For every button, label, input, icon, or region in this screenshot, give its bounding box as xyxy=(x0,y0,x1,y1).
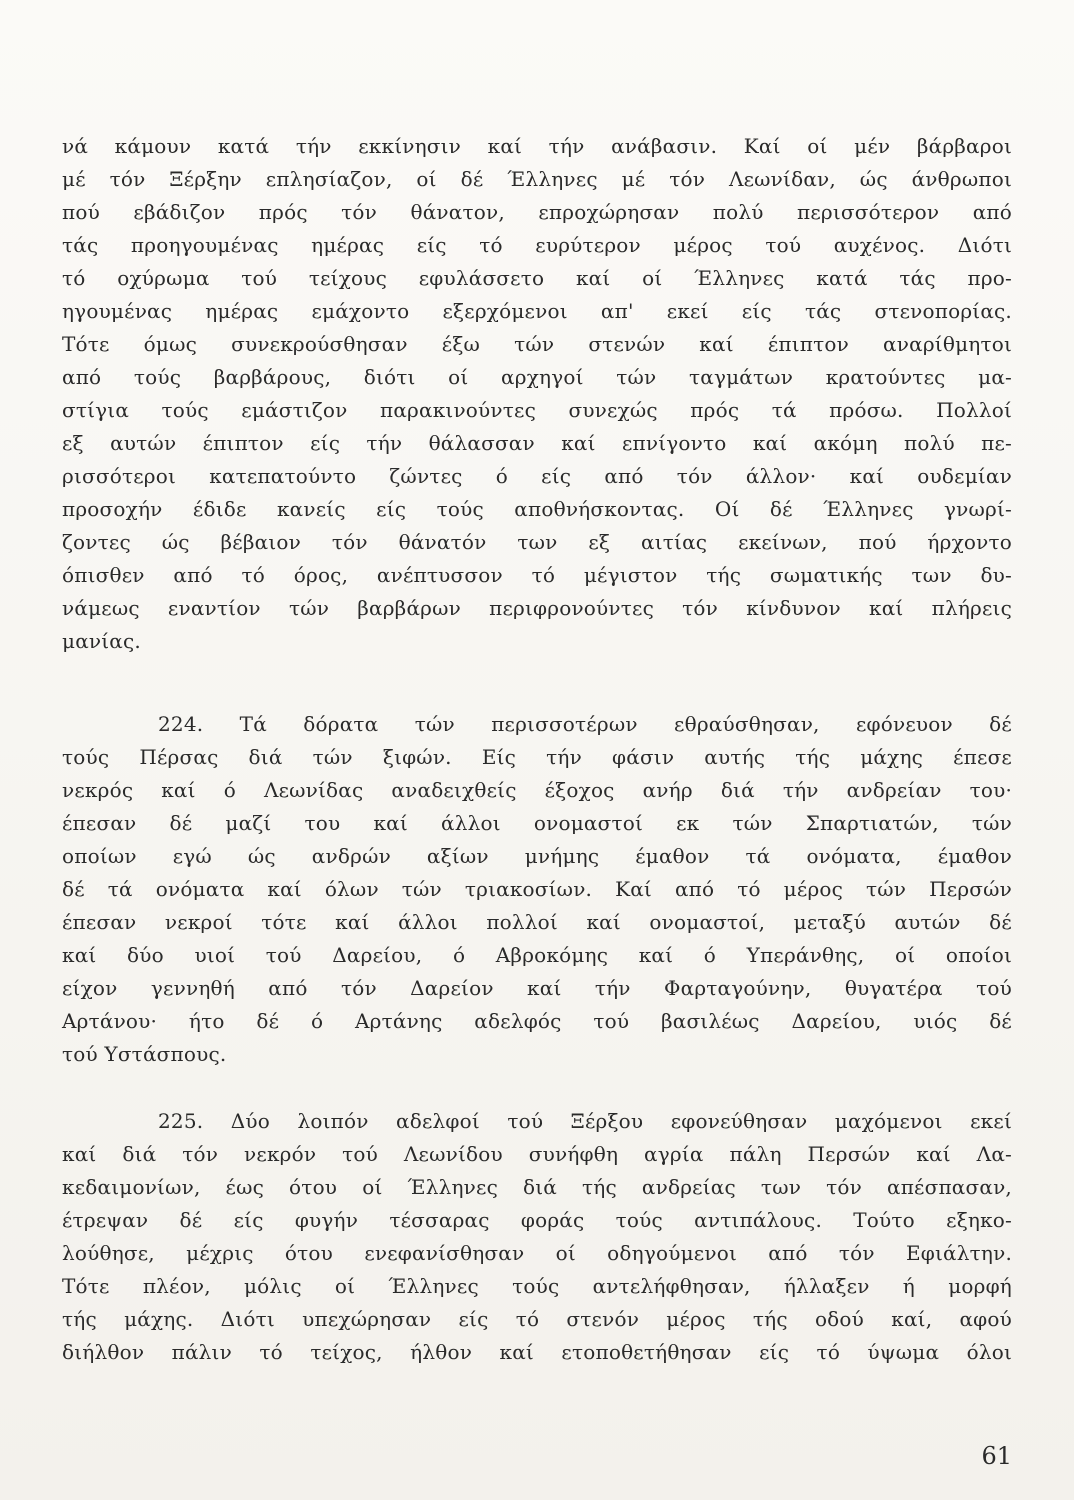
text-line: δέ τά ονόματα καί όλων τών τριακοσίων. Καί από τό μέρος τών Περσών xyxy=(62,877,1012,901)
text-line: νάμεως εναντίον τών βαρβάρων περιφρονούντες τόν κίνδυνον καί πλήρεις xyxy=(62,596,1012,620)
text-line: ρισσότεροι κατεπατούντο ζώντες ό είς από τόν άλλον· καί ουδεμίαν xyxy=(62,464,1012,488)
text-line: Τότε πλέον, μόλις οί Έλληνες τούς αντελήφθησαν, ήλλαξεν ή μορφή xyxy=(62,1274,1012,1298)
text-line: έπεσαν νεκροί τότε καί άλλοι πολλοί καί ονομαστοί, μεταξύ αυτών δέ xyxy=(62,910,1012,934)
text-line: έπεσαν δέ μαζί του καί άλλοι ονομαστοί εκ τών Σπαρτιατών, τών xyxy=(62,811,1012,835)
text-line: από τούς βαρβάρους, διότι οί αρχηγοί τών ταγμάτων κρατούντες μα- xyxy=(62,365,1012,389)
text-line: διήλθον πάλιν τό τείχος, ήλθον καί ετοποθετήθησαν είς τό ύψωμα όλοι xyxy=(62,1340,1012,1364)
text-line: όπισθεν από τό όρος, ανέπτυσσον τό μέγιστον τής σωματικής των δυ- xyxy=(62,563,1012,587)
text-line: λούθησε, μέχρις ότου ενεφανίσθησαν οί οδηγούμενοι από τόν Εφιάλτην. xyxy=(62,1241,1012,1265)
text-line: Τότε όμως συνεκρούσθησαν έξω τών στενών καί έπιπτον αναρίθμητοι xyxy=(62,332,1012,356)
text-line: εξ αυτών έπιπτον είς τήν θάλασσαν καί επνίγοντο καί ακόμη πολύ πε- xyxy=(62,431,1012,455)
text-line: Αρτάνου· ήτο δέ ό Αρτάνης αδελφός τού βασιλέως Δαρείου, υιός δέ xyxy=(62,1009,1012,1033)
text-line: πού εβάδιζον πρός τόν θάνατον, επροχώρησαν πολύ περισσότερον από xyxy=(62,200,1012,224)
section-225-first-line: 225. Δύο λοιπόν αδελφοί τού Ξέρξου εφονεύθησαν μαχόμενοι εκεί xyxy=(158,1109,1012,1133)
text-line: έτρεψαν δέ είς φυγήν τέσσαρας φοράς τούς αντιπάλους. Τούτο εξηκο- xyxy=(62,1208,1012,1232)
text-line: τούς Πέρσας διά τών ξιφών. Είς τήν φάσιν αυτής τής μάχης έπεσε xyxy=(62,745,1012,769)
text-line: οποίων εγώ ώς ανδρών αξίων μνήμης έμαθον τά ονόματα, έμαθον xyxy=(62,844,1012,868)
section-224-first-line: 224. Τά δόρατα τών περισσοτέρων εθραύσθησαν, εφόνευον δέ xyxy=(158,712,1012,736)
page-number: 61 xyxy=(981,1442,1012,1470)
text-line: νεκρός καί ό Λεωνίδας αναδειχθείς έξοχος ανήρ διά τήν ανδρείαν του· xyxy=(62,778,1012,802)
text-line: κεδαιμονίων, έως ότου οί Έλληνες διά τής ανδρείας των τόν απέσπασαν, xyxy=(62,1175,1012,1199)
text-line: τό οχύρωμα τού τείχους εφυλάσσετο καί οί Έλληνες κατά τάς προ- xyxy=(62,266,1012,290)
text-line: καί διά τόν νεκρόν τού Λεωνίδου συνήφθη αγρία πάλη Περσών καί Λα- xyxy=(62,1142,1012,1166)
text-line: είχον γεννηθή από τόν Δαρείον καί τήν Φαρταγούνην, θυγατέρα τού xyxy=(62,976,1012,1000)
text-line: καί δύο υιοί τού Δαρείου, ό Αβροκόμης καί ό Υπεράνθης, οί οποίοι xyxy=(62,943,1012,967)
text-line: τού Υστάσπους. xyxy=(62,1042,227,1066)
text-line: τάς προηγουμένας ημέρας είς τό ευρύτερον μέρος τού αυχένος. Διότι xyxy=(62,233,1012,257)
text-line: νά κάμουν κατά τήν εκκίνησιν καί τήν ανάβασιν. Καί οί μέν βάρβαροι xyxy=(62,134,1012,158)
text-line: στίγια τούς εμάστιζον παρακινούντες συνεχώς πρός τά πρόσω. Πολλοί xyxy=(62,398,1012,422)
text-line: προσοχήν έδιδε κανείς είς τούς αποθνήσκοντας. Οί δέ Έλληνες γνωρί- xyxy=(62,497,1012,521)
text-line: τής μάχης. Διότι υπεχώρησαν είς τό στενόν μέρος τής οδού καί, αφού xyxy=(62,1307,1012,1331)
text-line: μέ τόν Ξέρξην επλησίαζον, οί δέ Έλληνες μέ τόν Λεωνίδαν, ώς άνθρωποι xyxy=(62,167,1012,191)
text-line: μανίας. xyxy=(62,629,141,653)
text-line: ζοντες ώς βέβαιον τόν θάνατόν των εξ αιτίας εκείνων, πού ήρχοντο xyxy=(62,530,1012,554)
text-line: ηγουμένας ημέρας εμάχοντο εξερχόμενοι απ' εκεί είς τάς στενοπορίας. xyxy=(62,299,1012,323)
